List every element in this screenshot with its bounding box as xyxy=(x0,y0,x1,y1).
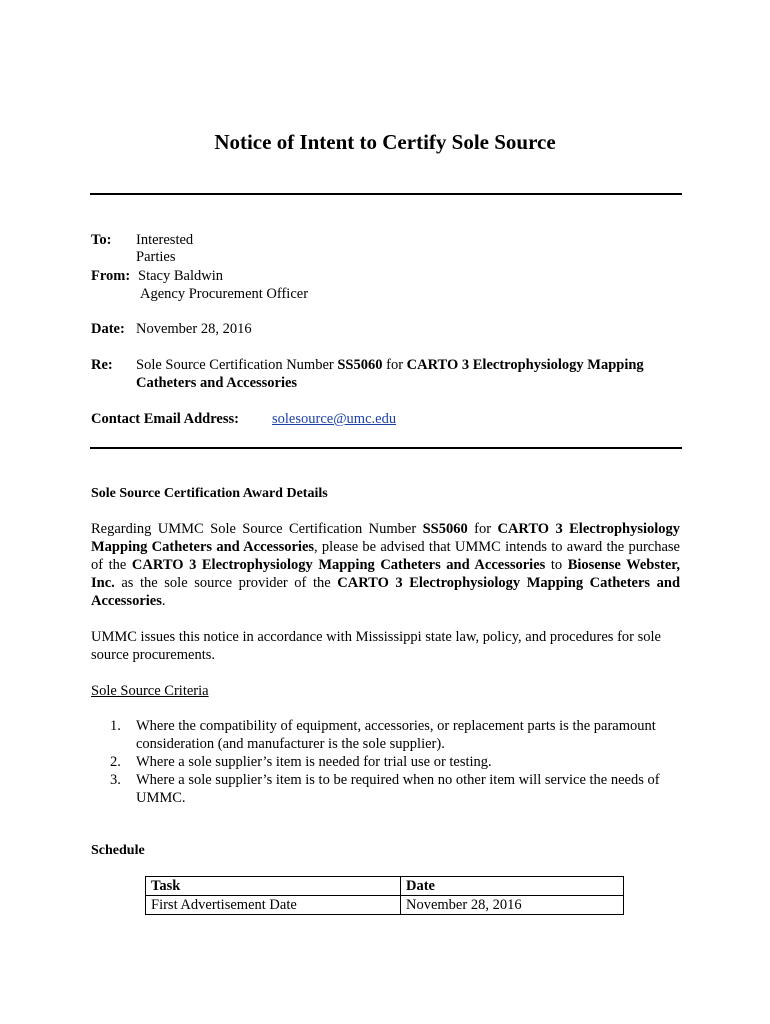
award-number: SS5060 xyxy=(422,521,468,537)
list-item-text: Where a sole supplier’s item is to be required when no other item will service the needs of UMMC. xyxy=(136,772,660,806)
date-value: November 28, 2016 xyxy=(136,321,252,337)
list-item-text: Where a sole supplier’s item is needed for trial use or testing. xyxy=(136,754,492,770)
list-item xyxy=(110,753,680,771)
from-name: Stacy Baldwin xyxy=(138,268,223,284)
re-label: Re: xyxy=(91,357,113,373)
re-line-1 xyxy=(136,357,644,374)
award-vendor: Biosense Webster, Inc. xyxy=(91,557,680,591)
table-header-cell: Task xyxy=(146,877,401,896)
award-paragraph-2: UMMC issues this notice in accordance with Mississippi state law, policy, and procedures for sole source procurements. xyxy=(91,629,661,663)
award-item-2: CARTO 3 Electrophysiology Mapping Catheters and Accessories xyxy=(131,557,546,573)
list-item-text: Where the compatibility of equipment, accessories, or replacement parts is the paramount consideration (and manufacturer is the sole supplier). xyxy=(136,718,656,752)
re-item-line1: CARTO 3 Electrophysiology Mapping xyxy=(406,357,644,373)
contact-row xyxy=(91,411,239,428)
to-label: To: xyxy=(91,232,112,248)
schedule-table xyxy=(145,876,624,915)
page-title: Notice of Intent to Certify Sole Source xyxy=(214,130,556,154)
list-item xyxy=(110,717,680,753)
re-row xyxy=(91,357,113,374)
list-item-number: 1. xyxy=(110,718,121,734)
contact-label: Contact Email Address: xyxy=(91,411,239,427)
criteria-heading: Sole Source Criteria xyxy=(91,683,209,699)
re-number: SS5060 xyxy=(337,357,383,373)
schedule-heading: Schedule xyxy=(91,843,145,858)
award-text-1: Regarding UMMC Sole Source Certification Number xyxy=(91,521,417,537)
re-item-line2: Catheters and Accessories xyxy=(136,375,298,391)
re-prefix: Sole Source Certification Number xyxy=(136,357,334,373)
table-row xyxy=(146,896,624,915)
criteria-list xyxy=(110,717,680,807)
award-text-4: to xyxy=(550,557,563,573)
list-item-number: 2. xyxy=(110,754,121,770)
list-item-number: 3. xyxy=(110,772,121,788)
award-text-2: for xyxy=(474,521,492,537)
table-cell: First Advertisement Date xyxy=(146,896,401,915)
table-header-row xyxy=(146,877,624,896)
to-value: Interested Parties xyxy=(136,232,194,265)
contact-email-link[interactable]: solesource@umc.edu xyxy=(272,411,397,427)
to-row xyxy=(91,232,194,265)
re-for: for xyxy=(386,357,404,373)
award-heading: Sole Source Certification Award Details xyxy=(91,486,328,501)
date-row xyxy=(91,321,252,338)
award-text-3: , please be advised that UMMC intends to award the purchase of the xyxy=(91,539,680,573)
award-text-6: . xyxy=(161,593,166,609)
from-title: Agency Procurement Officer xyxy=(140,286,309,302)
top-divider xyxy=(90,193,682,195)
table-header-cell: Date xyxy=(401,877,624,896)
bottom-divider xyxy=(90,447,682,449)
award-paragraph xyxy=(91,520,680,610)
award-item: CARTO 3 Electrophysiology Mapping Catheters and Accessories xyxy=(91,521,681,555)
from-row xyxy=(91,268,223,285)
from-label: From: xyxy=(91,268,131,284)
date-label: Date: xyxy=(91,321,125,337)
award-item-3: CARTO 3 Electrophysiology Mapping Catheters and Accessories xyxy=(91,575,681,609)
award-text-5: as the sole source provider of the xyxy=(121,575,331,591)
table-cell: November 28, 2016 xyxy=(401,896,624,915)
list-item xyxy=(110,771,680,807)
